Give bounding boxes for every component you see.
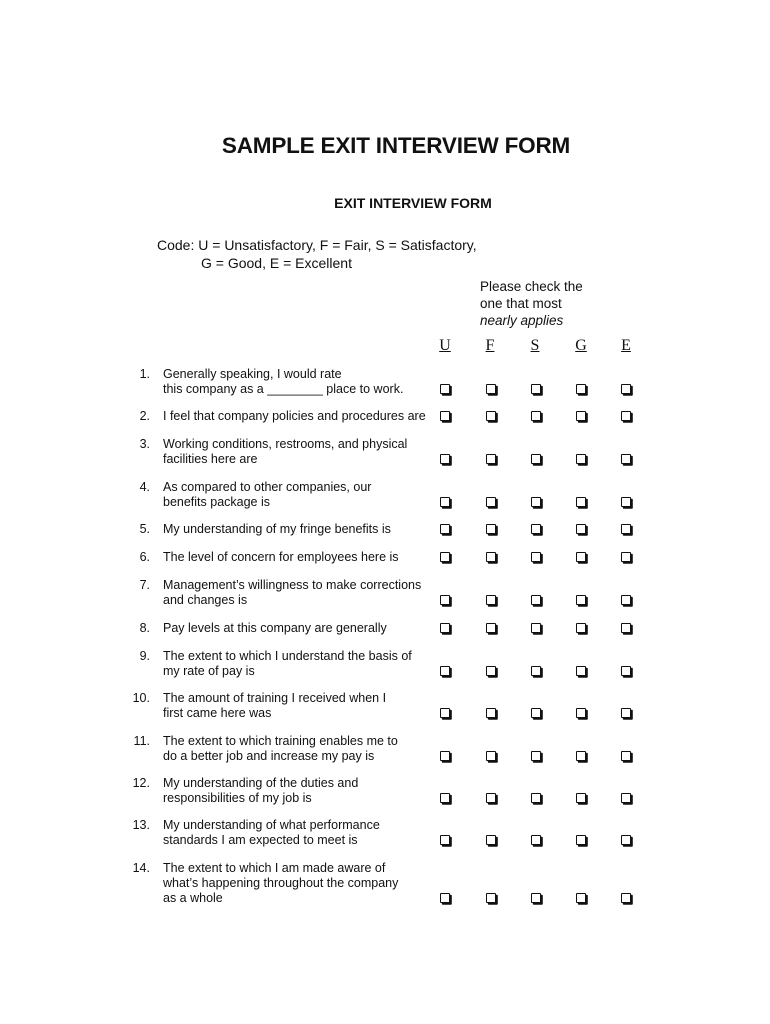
checkbox-q1-g[interactable]: [576, 384, 586, 394]
question-number: 1.: [139, 367, 150, 381]
checkbox-q13-g[interactable]: [576, 835, 586, 845]
checkbox-q5-s[interactable]: [531, 524, 541, 534]
question-text: [163, 776, 435, 806]
checkbox-q7-f[interactable]: [486, 595, 496, 605]
question-text-line: The extent to which I am made aware of: [163, 861, 386, 875]
question-text-line: Generally speaking, I would rate: [163, 367, 342, 381]
checkbox-q2-g[interactable]: [576, 411, 586, 421]
checkbox-q13-s[interactable]: [531, 835, 541, 845]
checkbox-q14-u[interactable]: [440, 893, 450, 903]
question-text-line: Management’s willingness to make corrections: [163, 578, 422, 592]
checkbox-q6-g[interactable]: [576, 552, 586, 562]
question-number: 5.: [139, 522, 150, 536]
question-number: 11.: [133, 734, 150, 748]
checkbox-q10-f[interactable]: [486, 708, 496, 718]
question-text-line: and changes is: [163, 593, 248, 607]
question-number: 2.: [139, 409, 150, 423]
checkbox-q11-f[interactable]: [486, 751, 496, 761]
checkbox-q8-g[interactable]: [576, 623, 586, 633]
question-text: [163, 691, 435, 721]
checkbox-q12-g[interactable]: [576, 793, 586, 803]
question-text: [163, 437, 435, 467]
checkbox-q1-f[interactable]: [486, 384, 496, 394]
checkbox-q9-u[interactable]: [440, 666, 450, 676]
question-text: [163, 861, 435, 906]
checkbox-q4-u[interactable]: [440, 497, 450, 507]
checkbox-q11-u[interactable]: [440, 751, 450, 761]
question-text-line: My understanding of the duties and: [163, 776, 359, 790]
question-text-line: responsibilities of my job is: [163, 791, 312, 805]
checkbox-q6-s[interactable]: [531, 552, 541, 562]
checkbox-q9-e[interactable]: [621, 666, 631, 676]
checkbox-q11-s[interactable]: [531, 751, 541, 761]
question-text: [163, 409, 435, 424]
checkbox-q9-g[interactable]: [576, 666, 586, 676]
checkbox-q8-e[interactable]: [621, 623, 631, 633]
question-text: [163, 621, 435, 636]
checkbox-q2-u[interactable]: [440, 411, 450, 421]
form-subtitle: EXIT INTERVIEW FORM: [334, 195, 492, 211]
checkbox-q14-f[interactable]: [486, 893, 496, 903]
question-text-line: The extent to which I understand the basis of: [163, 649, 412, 663]
checkbox-q10-u[interactable]: [440, 708, 450, 718]
question-number: 3.: [139, 437, 150, 451]
question-text-line: The amount of training I received when I: [163, 691, 387, 705]
checkbox-q2-f[interactable]: [486, 411, 496, 421]
question-number: 8.: [139, 621, 150, 635]
instruction-line-1: Please check the: [480, 279, 583, 294]
checkbox-q1-s[interactable]: [531, 384, 541, 394]
question-text: [163, 480, 435, 510]
question-text-line: as a whole: [163, 891, 223, 905]
checkbox-q3-g[interactable]: [576, 454, 586, 464]
checkbox-q11-e[interactable]: [621, 751, 631, 761]
question-text-line: Pay levels at this company are generally: [163, 621, 387, 635]
question-number: 13.: [132, 818, 150, 832]
checkbox-q7-g[interactable]: [576, 595, 586, 605]
question-text-line: this company as a ________ place to work.: [163, 382, 404, 396]
checkbox-q4-f[interactable]: [486, 497, 496, 507]
checkbox-q14-s[interactable]: [531, 893, 541, 903]
page-title: SAMPLE EXIT INTERVIEW FORM: [221, 133, 571, 158]
checkbox-q12-f[interactable]: [486, 793, 496, 803]
checkbox-q1-u[interactable]: [440, 384, 450, 394]
checkbox-q5-u[interactable]: [440, 524, 450, 534]
question-text-line: Working conditions, restrooms, and physical: [163, 437, 408, 451]
question-text: [163, 522, 435, 537]
question-text: [163, 550, 435, 565]
question-text-line: The extent to which training enables me to: [163, 734, 398, 748]
checkbox-q4-s[interactable]: [531, 497, 541, 507]
question-number: 12.: [132, 776, 150, 790]
question-text-line: do a better job and increase my pay is: [163, 749, 375, 763]
code-legend-line-1: Code: U = Unsatisfactory, F = Fair, S = Satisfactory,: [157, 237, 477, 253]
checkbox-q10-g[interactable]: [576, 708, 586, 718]
checkbox-q10-e[interactable]: [621, 708, 631, 718]
column-header-s: S: [530, 337, 540, 354]
checkbox-q7-s[interactable]: [531, 595, 541, 605]
checkbox-q6-e[interactable]: [621, 552, 631, 562]
checkbox-q5-g[interactable]: [576, 524, 586, 534]
question-number: 14.: [132, 861, 150, 875]
checkbox-q9-f[interactable]: [486, 666, 496, 676]
column-header-g: G: [575, 337, 587, 354]
checkbox-q8-f[interactable]: [486, 623, 496, 633]
question-number: 6.: [139, 550, 150, 564]
column-header-e: E: [621, 337, 631, 354]
column-header-u: U: [439, 337, 451, 354]
checkbox-q5-e[interactable]: [621, 524, 631, 534]
question-number: 7.: [139, 578, 150, 592]
checkbox-q12-e[interactable]: [621, 793, 631, 803]
checkbox-q2-e[interactable]: [621, 411, 631, 421]
question-text-line: My understanding of my fringe benefits is: [163, 522, 391, 536]
instruction-line-3: nearly applies: [480, 313, 564, 328]
checkbox-q13-e[interactable]: [621, 835, 631, 845]
question-text-line: facilities here are: [163, 452, 258, 466]
checkbox-q14-e[interactable]: [621, 893, 631, 903]
question-text-line: standards I am expected to meet is: [163, 833, 358, 847]
question-text: [163, 818, 435, 848]
question-text-line: The level of concern for employees here is: [163, 550, 399, 564]
question-text: [163, 367, 435, 397]
question-text-line: first came here was: [163, 706, 272, 720]
question-text-line: My understanding of what performance: [163, 818, 380, 832]
question-text-line: As compared to other companies, our: [163, 480, 372, 494]
checkbox-q13-f[interactable]: [486, 835, 496, 845]
question-text-line: benefits package is: [163, 495, 271, 509]
checkbox-q3-s[interactable]: [531, 454, 541, 464]
checkbox-q1-e[interactable]: [621, 384, 631, 394]
checkbox-q12-u[interactable]: [440, 793, 450, 803]
question-number: 10.: [132, 691, 150, 705]
question-text-line: my rate of pay is: [163, 664, 255, 678]
check-instruction: [480, 278, 583, 329]
question-number: 9.: [139, 649, 150, 663]
code-legend-line-2: G = Good, E = Excellent: [201, 255, 352, 271]
checkbox-q7-e[interactable]: [621, 595, 631, 605]
checkbox-q7-u[interactable]: [440, 595, 450, 605]
question-number: 4.: [139, 480, 150, 494]
checkbox-q13-u[interactable]: [440, 835, 450, 845]
checkbox-q11-g[interactable]: [576, 751, 586, 761]
question-text: [163, 649, 435, 679]
checkbox-q12-s[interactable]: [531, 793, 541, 803]
checkbox-q6-u[interactable]: [440, 552, 450, 562]
checkbox-q8-s[interactable]: [531, 623, 541, 633]
question-text: [163, 734, 435, 764]
checkbox-q8-u[interactable]: [440, 623, 450, 633]
instruction-line-2: one that most: [480, 296, 562, 311]
checkbox-q14-g[interactable]: [576, 893, 586, 903]
question-text-line: I feel that company policies and procedures are: [163, 409, 426, 423]
column-header-f: F: [485, 337, 495, 354]
checkbox-q4-g[interactable]: [576, 497, 586, 507]
question-text-line: what’s happening throughout the company: [163, 876, 399, 890]
checkbox-q4-e[interactable]: [621, 497, 631, 507]
checkbox-q10-s[interactable]: [531, 708, 541, 718]
checkbox-q5-f[interactable]: [486, 524, 496, 534]
checkbox-q3-f[interactable]: [486, 454, 496, 464]
checkbox-q2-s[interactable]: [531, 411, 541, 421]
checkbox-q3-e[interactable]: [621, 454, 631, 464]
checkbox-q6-f[interactable]: [486, 552, 496, 562]
checkbox-q9-s[interactable]: [531, 666, 541, 676]
rating-code-legend: [157, 236, 477, 272]
question-text: [163, 578, 435, 608]
checkbox-q3-u[interactable]: [440, 454, 450, 464]
